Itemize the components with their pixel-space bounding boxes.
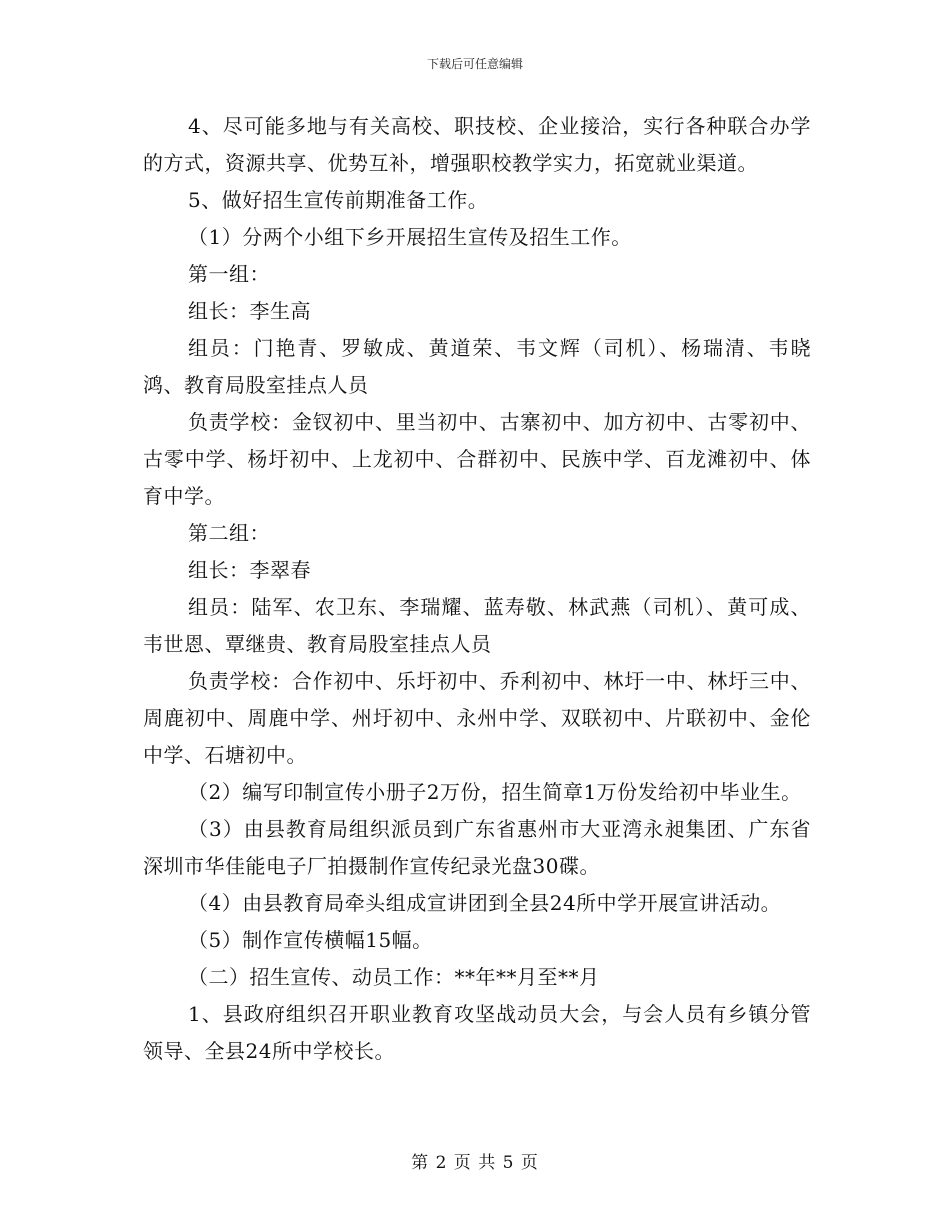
paragraph: （二）招生宣传、动员工作：**年**月至**月 (188, 965, 600, 989)
paragraph: 第一组： (188, 262, 270, 286)
paragraph: 负责学校：合作初中、乐圩初中、乔利初中、林圩一中、林圩三中、周鹿初中、周鹿中学、州圩初中、永州中学、双联初中、片联初中、金伦中学、石塘初中。 (143, 669, 811, 767)
paragraph: （4）由县教育局牵头组成宣讲团到全县24所中学开展宣讲活动。 (188, 891, 782, 915)
paragraph: 5、做好招生宣传前期准备工作。 (188, 188, 489, 212)
paragraph: 组长：李翠春 (188, 558, 311, 582)
paragraph: 负责学校：金钗初中、里当初中、古寨初中、加方初中、古零初中、古零中学、杨圩初中、上龙初中、合群初中、民族中学、百龙滩初中、体育中学。 (143, 410, 811, 508)
paragraph: （3）由县教育局组织派员到广东省惠州市大亚湾永昶集团、广东省深圳市华佳能电子厂拍摄制作宣传纪录光盘30碟。 (143, 817, 811, 878)
paragraph: 第二组： (188, 521, 270, 545)
paragraph: 组员：陆军、农卫东、李瑞耀、蓝寿敬、林武燕（司机）、黄可成、韦世恩、覃继贵、教育局股室挂点人员 (143, 595, 811, 656)
paragraph: 组长：李生高 (188, 299, 311, 323)
paragraph: 4、尽可能多地与有关高校、职技校、企业接洽，实行各种联合办学的方式，资源共享、优势互补，增强职校教学实力，拓宽就业渠道。 (143, 114, 811, 175)
paragraph: 1、县政府组织召开职业教育攻坚战动员大会，与会人员有乡镇分管领导、全县24所中学校长。 (143, 1002, 811, 1063)
page-number: 第 2 页 共 5 页 (411, 1153, 539, 1173)
paragraph: （5）制作宣传横幅15幅。 (188, 928, 433, 952)
page-header: 下载后可任意编辑 (426, 57, 523, 71)
paragraph: 组员：门艳青、罗敏成、黄道荣、韦文辉（司机）、杨瑞清、韦晓鸿、教育局股室挂点人员 (143, 336, 811, 397)
paragraph: （1）分两个小组下乡开展招生宣传及招生工作。 (188, 225, 632, 249)
paragraph: （2）编写印制宣传小册子2万份，招生简章1万份发给初中毕业生。 (188, 780, 802, 804)
document-body (143, 108, 811, 1070)
